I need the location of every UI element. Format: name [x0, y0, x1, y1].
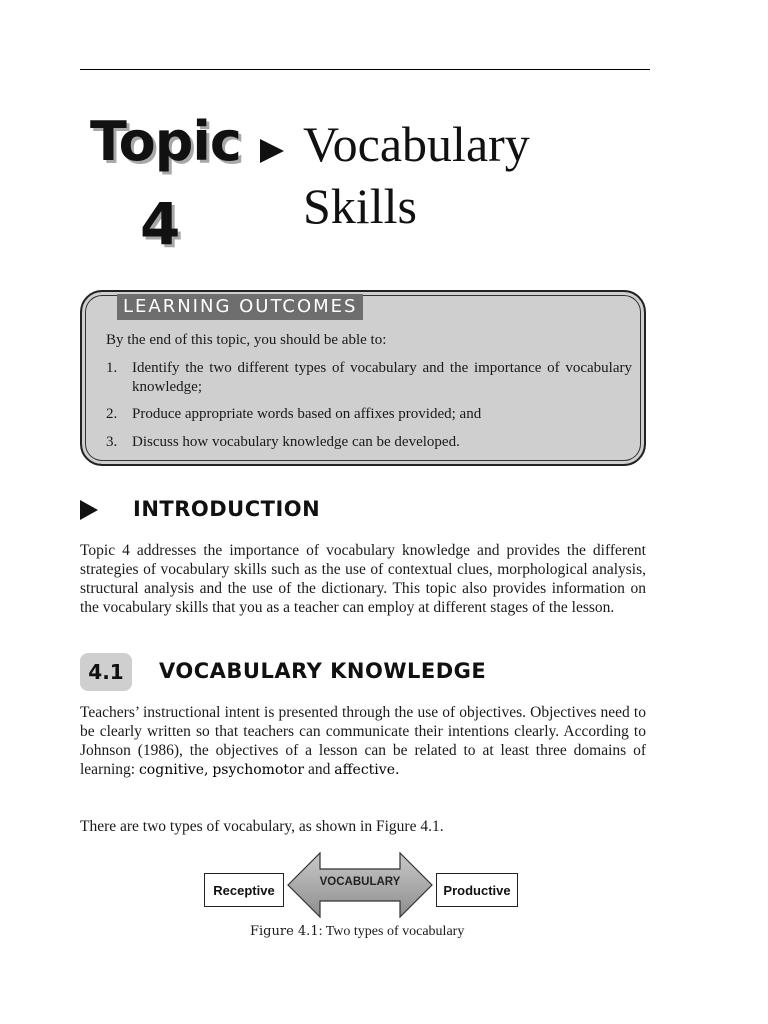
- vocabulary-diagram: [200, 852, 522, 918]
- title-line-1: Vocabulary: [303, 116, 530, 172]
- section-paragraph: [80, 703, 646, 780]
- section-arrow-icon: [80, 500, 98, 520]
- section-heading: VOCABULARY KNOWLEDGE: [159, 659, 487, 683]
- keyword-affective: affective.: [334, 762, 400, 778]
- outcome-item: Produce appropriate words based on affixes provided; and: [132, 406, 482, 422]
- section-number-badge: 4.1: [80, 653, 132, 691]
- play-arrow-icon: [260, 139, 284, 163]
- title-line-2: Skills: [303, 178, 417, 234]
- keyword-cognitive: cognitive,: [138, 762, 209, 778]
- outcome-number: 2.: [106, 406, 118, 422]
- outcome-number: 3.: [106, 434, 118, 450]
- topic-number: 4: [140, 190, 181, 258]
- figure-caption-label: Figure 4.1: [250, 924, 319, 939]
- learning-outcomes-intro: By the end of this topic, you should be able to:: [106, 332, 387, 348]
- outcome-item: Discuss how vocabulary knowledge can be developed.: [132, 434, 460, 450]
- top-rule: [80, 69, 650, 70]
- keyword-psychomotor: psychomotor: [212, 762, 305, 778]
- figure-caption-text: : Two types of vocabulary: [318, 924, 465, 939]
- figure-caption: [250, 924, 464, 940]
- productive-box: Productive: [436, 873, 518, 907]
- outcome-item: Identify the two different types of vocabulary and the importance of vocabulary knowledge;: [132, 360, 632, 395]
- introduction-heading: INTRODUCTION: [133, 497, 321, 521]
- receptive-box: Receptive: [204, 873, 284, 907]
- topic-label: Topic: [90, 110, 241, 173]
- learning-outcomes-heading: LEARNING OUTCOMES: [117, 294, 363, 320]
- paragraph-connector: and: [308, 761, 331, 778]
- page-title: [303, 113, 530, 237]
- vocabulary-label: VOCABULARY: [319, 876, 401, 888]
- paragraph-text: Teachers’ instructional intent is presented through the use of objectives. Objectives need to be clearly written so that teachers can communicate their intentions clearly. According to Johnson (1986), the objectives of a lesson can be related to at least three domains of learning:: [80, 704, 646, 778]
- figure-intro-paragraph: There are two types of vocabulary, as shown in Figure 4.1.: [80, 818, 444, 835]
- outcome-number: 1.: [106, 360, 118, 376]
- introduction-paragraph: Topic 4 addresses the importance of vocabulary knowledge and provides the different strategies of vocabulary skills such as the use of contextual clues, morphological analysis, structural analysis and the use of the dictionary. This topic also provides information on the vocabulary skills that you as a teacher can employ at different stages of the lesson.: [80, 542, 646, 616]
